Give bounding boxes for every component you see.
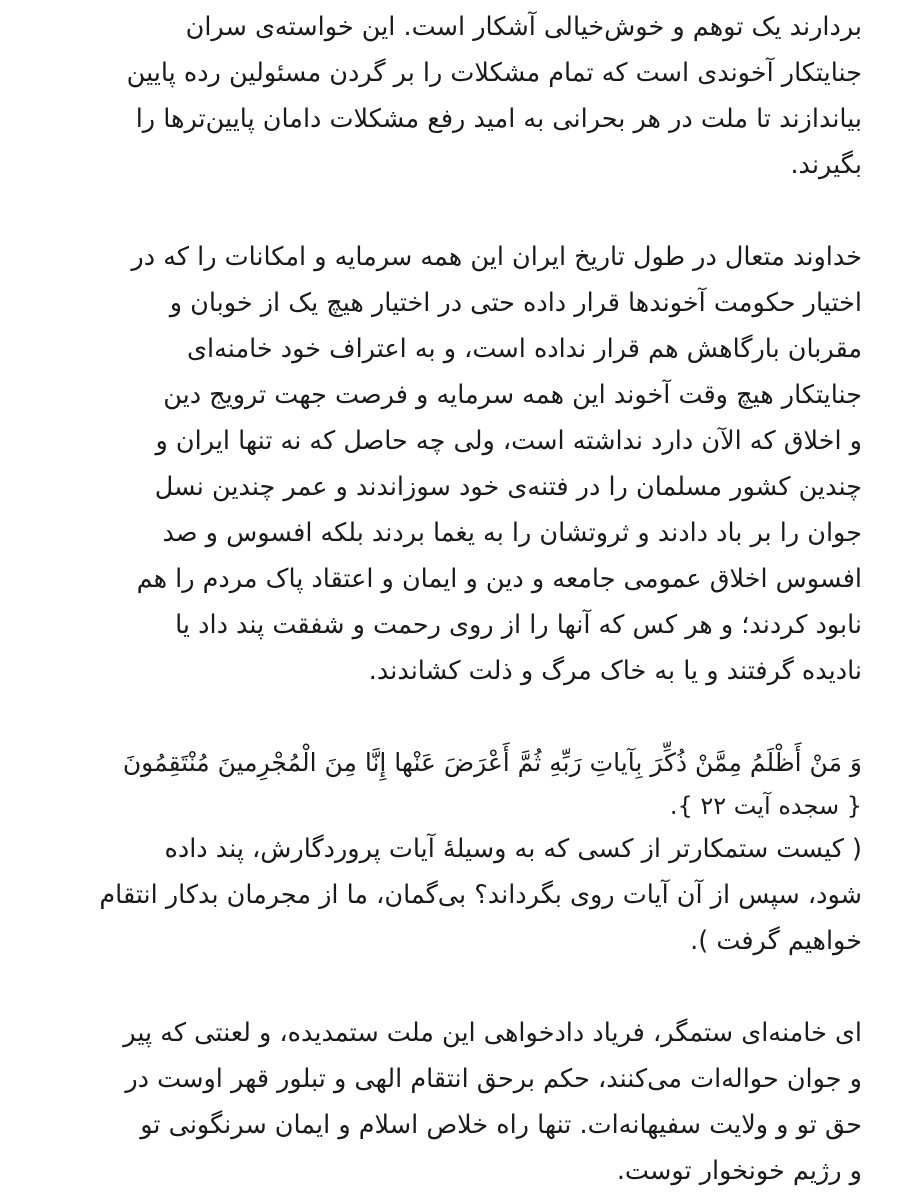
text-line: حق تو و ولایت سفیهانه‌ات. تنها راه خلاص اسلام و ایمان سرنگونی تو [140,1110,862,1140]
verse-arabic-text: وَ مَنْ أَظْلَمُ مِمَّنْ ذُكِّرَ بِآياتِ رَبِّهِ ثُمَّ أَعْرَضَ عَنْها إِنَّا مِنَ الْمُجْرِمينَ مُنْتَقِمُونَ [122,748,862,777]
quran-verse-block [38,740,862,826]
text-line: نادیده گرفتند و یا به خاک مرگ و ذلت کشاندند. [368,656,862,686]
text-line: ( کیست ستمکارتر از کسی که به وسیلهٔ آیات پروردگارش، پند داده [164,834,862,864]
paragraph-1 [38,4,862,188]
paragraph-gap [38,694,862,740]
text-line: ای خامنه‌ای ستمگر، فریاد دادخواهی این ملت ستمدیده، و لعنتی که پیر [123,1018,862,1048]
text-line: بیاندازند تا ملت در هر بحرانی به امید رفع مشکلات دامان پایین‌ترها را [135,104,862,134]
text-line: شود، سپس از آن آیات روی بگرداند؟ بی‌گمان، ما از مجرمان بدکار انتقام [99,880,862,910]
text-line: بردارند یک توهم و خوش‌خیالی آشکار است. این خواسته‌ی سران [185,12,862,42]
text-line: و اخلاق که الآن دارد نداشته است، ولی چه حاصل که نه تنها ایران و [155,426,862,456]
text-line: بگیرند. [790,150,862,180]
paragraph-gap [38,964,862,1010]
text-line: و رژیم خونخوار توست. [616,1156,862,1186]
text-line: جنایتکار هیچ وقت آخوند این همه سرمایه و فرصت جهت ترویج دین [163,380,862,410]
text-line: خواهیم گرفت ). [690,926,862,956]
text-line: چندین کشور مسلمان را در فتنه‌ی خود سوزاندند و عمر چندین نسل [154,472,862,502]
text-line: جنایتکار آخوندی است که تمام مشکلات را بر گردن مسئولین رده پایین [126,58,862,88]
paragraph-3 [38,1010,862,1194]
text-line: جوان را بر باد دادند و ثروتشان را به یغما بردند بلکه افسوس و صد [162,518,862,548]
text-line: اختیار حکومت آخوندها قرار داده حتی در اختیار هیچ یک از خوبان و [169,288,862,318]
paragraph-2 [38,234,862,694]
text-line: و جوان حواله‌ات می‌کنند، حکم برحق انتقام الهی و تبلور قهر اوست در [125,1064,862,1094]
verse-translation [38,826,862,964]
text-line: نابود کردند؛ و هر کس که آنها را از روی رحمت و شفقت پند داد یا [175,610,862,640]
text-line: مقربان بارگاهش هم قرار نداده است، و به اعتراف خود خامنه‌ای [187,334,862,364]
paragraph-gap [38,188,862,234]
text-line: افسوس اخلاق عمومی جامعه و دین و ایمان و اعتقاد پاک مردم را هم [136,564,862,594]
verse-reference: { سجده آیت ۲۲ }. [669,792,862,820]
text-line: خداوند متعال در طول تاریخ ایران این همه سرمایه و امکانات را که در [131,242,862,272]
